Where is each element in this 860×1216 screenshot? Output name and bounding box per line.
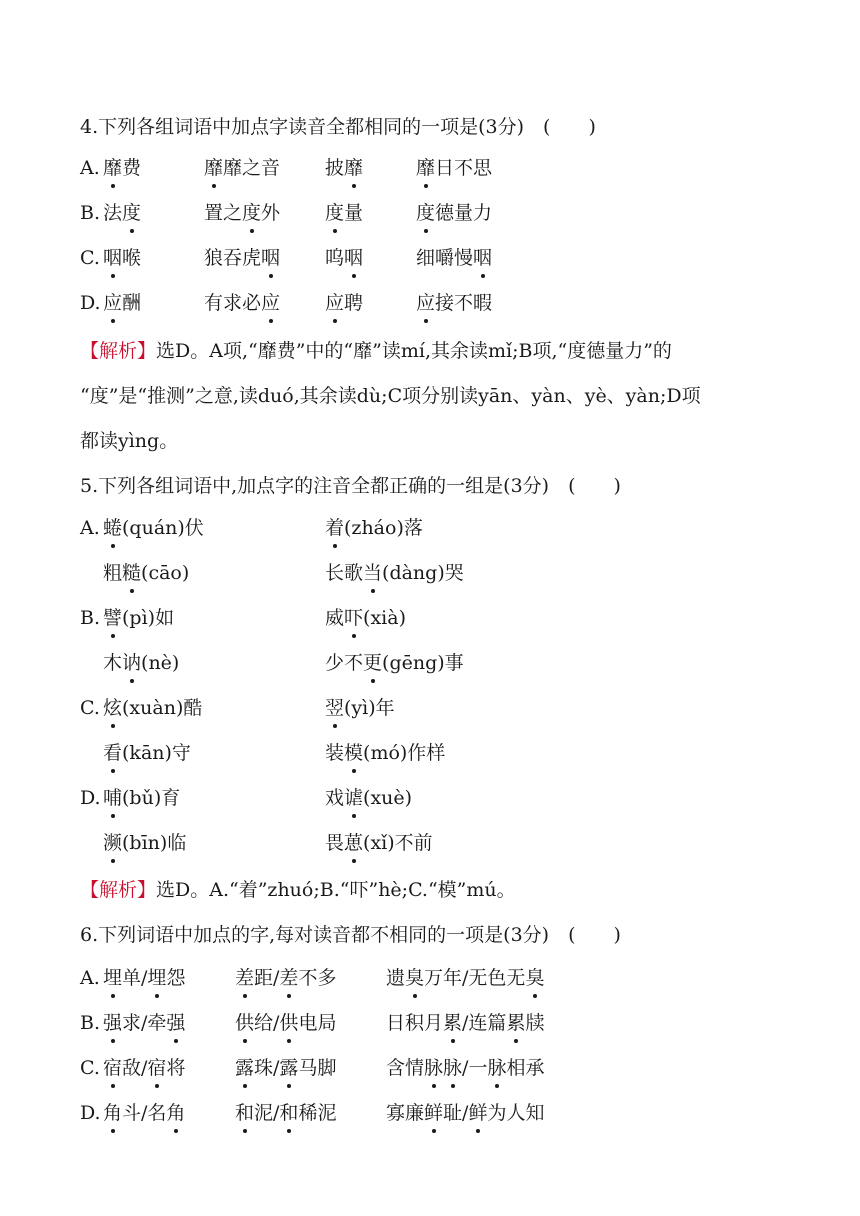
dotted-char: 靡: [204, 157, 224, 179]
dotted-char: 咽: [103, 247, 123, 269]
dotted-char: 更: [363, 652, 383, 674]
dotted-char: 臭: [525, 967, 545, 989]
option-word: 应接不暇: [416, 292, 493, 314]
dotted-char: 埋: [103, 967, 123, 989]
dotted-char: 宿: [103, 1057, 123, 1079]
dotted-char: 蜷: [103, 517, 123, 539]
dotted-char: 应: [103, 292, 123, 314]
dotted-char: 葸: [344, 832, 364, 854]
option-label: B.: [80, 607, 101, 629]
dotted-char: 露: [279, 1057, 299, 1079]
dotted-char: 臭: [405, 967, 425, 989]
dotted-char: 脉: [443, 1057, 463, 1079]
dotted-char: 度: [122, 202, 142, 224]
dotted-char: 强: [103, 1012, 123, 1034]
option-label: A.: [80, 517, 100, 539]
option-word: 哺(bǔ)育: [103, 787, 181, 809]
option-word: 长歌当(dàng)哭: [325, 562, 464, 584]
option-word: 呜咽: [325, 247, 364, 269]
dotted-char: 差: [279, 967, 299, 989]
dotted-char: 讷: [122, 652, 142, 674]
dotted-char: 靡: [344, 157, 364, 179]
q5-analysis: [80, 877, 516, 903]
option-word: 靡费: [103, 157, 142, 179]
option-label: B.: [80, 1012, 101, 1034]
dotted-char: 埋: [147, 967, 167, 989]
option-word: 粗糙(cāo): [103, 562, 190, 584]
option-word: 披靡: [325, 157, 364, 179]
option-word: 和泥/和稀泥: [235, 1102, 337, 1124]
dotted-char: 脉: [424, 1057, 444, 1079]
option-label: A.: [80, 157, 100, 179]
dotted-char: 露: [235, 1057, 255, 1079]
option-word: 木讷(nè): [103, 652, 180, 674]
dotted-char: 应: [325, 292, 345, 314]
dotted-char: 着: [325, 517, 345, 539]
option-word: 供给/供电局: [235, 1012, 337, 1034]
option-word: 含情脉脉/一脉相承: [386, 1057, 545, 1079]
q4-analysis: [80, 338, 780, 473]
dotted-char: 模: [344, 742, 364, 764]
dotted-char: 累: [506, 1012, 526, 1034]
option-label: D.: [80, 1102, 101, 1124]
option-word: 差距/差不多: [235, 967, 337, 989]
q6-stem: 6.下列词语中加点的字,每对读音都不相同的一项是(3分) ( ): [80, 924, 621, 946]
dotted-char: 差: [235, 967, 255, 989]
option-word: 看(kān)守: [103, 742, 191, 764]
dotted-char: 鲜: [424, 1102, 444, 1124]
option-word: 度量: [325, 202, 364, 224]
option-word: 有求必应: [204, 292, 281, 314]
option-word: 戏谑(xuè): [325, 787, 413, 809]
dotted-char: 濒: [103, 832, 123, 854]
option-word: 狼吞虎咽: [204, 247, 281, 269]
dotted-char: 翌: [325, 697, 345, 719]
dotted-char: 累: [443, 1012, 463, 1034]
dotted-char: 糙: [122, 562, 142, 584]
q4-stem: 4.下列各组词语中加点字读音全都相同的一项是(3分) ( ): [80, 116, 596, 138]
analysis-tag: 【解析】: [80, 340, 157, 362]
option-word: 角斗/名角: [103, 1102, 186, 1124]
dotted-char: 供: [235, 1012, 255, 1034]
dotted-char: 哺: [103, 787, 123, 809]
dotted-char: 度: [325, 202, 345, 224]
option-word: 置之度外: [204, 202, 281, 224]
analysis-line: 选D。A项,“靡费”中的“靡”读mí,其余读mǐ;B项,“度德量力”的: [156, 340, 672, 362]
dotted-char: 咽: [344, 247, 364, 269]
analysis-line: “度”是“推测”之意,读duó,其余读dù;C项分别读yān、yàn、yè、yàn;D项: [80, 385, 701, 407]
option-word: 应聘: [325, 292, 364, 314]
option-label: D.: [80, 787, 101, 809]
dotted-char: 供: [279, 1012, 299, 1034]
option-label: A.: [80, 967, 100, 989]
option-word: 装模(mó)作样: [325, 742, 446, 764]
option-label: B.: [80, 202, 101, 224]
option-word: 少不更(gēng)事: [325, 652, 464, 674]
option-word: 畏葸(xǐ)不前: [325, 832, 433, 854]
option-word: 蜷(quán)伏: [103, 517, 204, 539]
dotted-char: 吓: [344, 607, 364, 629]
option-word: 度德量力: [416, 202, 493, 224]
option-label: C.: [80, 697, 100, 719]
option-label: C.: [80, 1057, 100, 1079]
option-label: D.: [80, 292, 101, 314]
option-word: 靡靡之音: [204, 157, 281, 179]
option-word: 炫(xuàn)酷: [103, 697, 203, 719]
dotted-char: 看: [103, 742, 123, 764]
option-label: C.: [80, 247, 100, 269]
q5-stem: 5.下列各组词语中,加点字的注音全都正确的一组是(3分) ( ): [80, 475, 621, 497]
option-word: 露珠/露马脚: [235, 1057, 337, 1079]
analysis-tag: 【解析】: [80, 879, 157, 901]
option-word: 靡日不思: [416, 157, 493, 179]
dotted-char: 度: [416, 202, 436, 224]
dotted-char: 度: [242, 202, 262, 224]
dotted-char: 靡: [416, 157, 436, 179]
dotted-char: 强: [166, 1012, 186, 1034]
option-word: 埋单/埋怨: [103, 967, 186, 989]
dotted-char: 咽: [261, 247, 281, 269]
option-word: 着(zháo)落: [325, 517, 423, 539]
dotted-char: 应: [416, 292, 436, 314]
analysis-line: 都读yìng。: [80, 430, 179, 452]
option-word: 应酬: [103, 292, 142, 314]
option-word: 遗臭万年/无色无臭: [386, 967, 545, 989]
dotted-char: 角: [166, 1102, 186, 1124]
option-word: 咽喉: [103, 247, 142, 269]
option-word: 日积月累/连篇累牍: [386, 1012, 545, 1034]
dotted-char: 谑: [344, 787, 364, 809]
dotted-char: 譬: [103, 607, 123, 629]
option-word: 细嚼慢咽: [416, 247, 493, 269]
dotted-char: 应: [261, 292, 281, 314]
dotted-char: 当: [363, 562, 383, 584]
dotted-char: 炫: [103, 697, 123, 719]
option-word: 譬(pì)如: [103, 607, 175, 629]
option-word: 宿敌/宿将: [103, 1057, 186, 1079]
dotted-char: 靡: [103, 157, 123, 179]
option-word: 寡廉鲜耻/鲜为人知: [386, 1102, 545, 1124]
dotted-char: 脉: [487, 1057, 507, 1079]
dotted-char: 咽: [473, 247, 493, 269]
option-word: 濒(bīn)临: [103, 832, 187, 854]
analysis-line: 选D。A.“着”zhuó;B.“吓”hè;C.“模”mú。: [156, 879, 516, 901]
option-word: 强求/牵强: [103, 1012, 186, 1034]
dotted-char: 鲜: [468, 1102, 488, 1124]
dotted-char: 角: [103, 1102, 123, 1124]
dotted-char: 和: [235, 1102, 255, 1124]
dotted-char: 宿: [147, 1057, 167, 1079]
option-word: 翌(yì)年: [325, 697, 395, 719]
option-word: 威吓(xià): [325, 607, 406, 629]
option-word: 法度: [103, 202, 142, 224]
dotted-char: 和: [279, 1102, 299, 1124]
